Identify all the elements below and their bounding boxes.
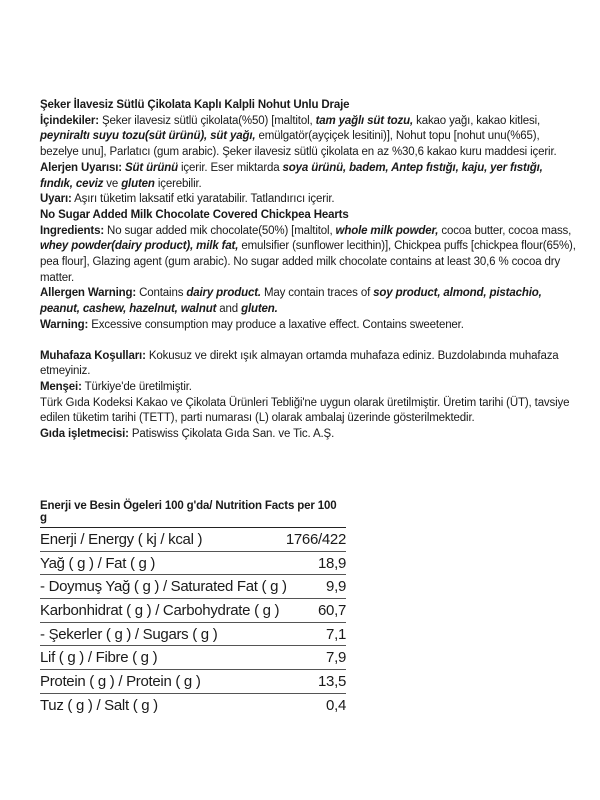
nutrition-label: - Şekerler ( g ) / Sugars ( g ) xyxy=(40,625,218,643)
food-business-operator: Gıda işletmecisi: Patiswiss Çikolata Gıda San. ve Tic. A.Ş. xyxy=(40,428,335,441)
regulation-statement: Türk Gıda Kodeksi Kakao ve Çikolata Ürünleri Tebliği'ne uygun olarak üretilmiştir. Üretim tarihi (ÜT), tavsiye edilen tüketim tarihi (TETT), parti numarası (L) olarak ambalaj üzerinde gösterilmektedir. xyxy=(40,396,570,425)
nutrition-row xyxy=(40,527,346,551)
nutrition-row xyxy=(40,645,346,669)
nutrition-label: - Doymuş Yağ ( g ) / Saturated Fat ( g ) xyxy=(40,578,287,596)
allergen-tr: Alerjen Uyarısı: Süt ürünü içerir. Eser miktarda soya ürünü, badem, Antep fıstığı, kaju, yer fıstığı, fındık, ceviz ve gluten içerebilir. xyxy=(40,161,543,190)
nutrition-value: 7,9 xyxy=(326,649,346,667)
nutrition-row xyxy=(40,669,346,693)
warning-tr: Uyarı: Aşırı tüketim laksatif etki yaratabilir. Tatlandırıcı içerir. xyxy=(40,193,335,206)
label-text-block xyxy=(40,98,576,443)
nutrition-value: 60,7 xyxy=(318,601,346,619)
nutrition-value: 13,5 xyxy=(318,672,346,690)
nutrition-label: Protein ( g ) / Protein ( g ) xyxy=(40,672,201,690)
nutrition-value: 18,9 xyxy=(318,554,346,572)
ingredients-tr: İçindekiler: Şeker ilavesiz sütlü çikolata(%50) [maltitol, tam yağlı süt tozu, kakao yağı, kakao kitlesi, peyniraltı suyu tozu(süt ürünü), süt yağı, emülgatör(ayçiçek lesitini)], Nohut topu [nohut unu(%65), bezelye unu], Parlatıcı (gum arabic). Şeker ilavesiz sütlü çikolata en az %30,6 kakao kuru maddesi içerir. xyxy=(40,114,557,159)
nutrition-label: Tuz ( g ) / Salt ( g ) xyxy=(40,696,158,714)
nutrition-label: Lif ( g ) / Fibre ( g ) xyxy=(40,649,158,667)
nutrition-header: Enerji ve Besin Ögeleri 100 g'da/ Nutrition Facts per 100 g xyxy=(40,500,337,524)
nutrition-value: 0,4 xyxy=(326,696,346,714)
section-spacer xyxy=(40,334,576,349)
nutrition-value: 9,9 xyxy=(326,578,346,596)
nutrition-value: 7,1 xyxy=(326,625,346,643)
nutrition-label: Yağ ( g ) / Fat ( g ) xyxy=(40,554,156,572)
nutrition-row xyxy=(40,598,346,622)
nutrition-value: 1766/422 xyxy=(285,530,346,548)
origin: Menşei: Türkiye'de üretilmiştir. xyxy=(40,380,192,393)
product-name-tr: Şeker İlavesiz Sütlü Çikolata Kaplı Kalpli Nohut Unlu Draje xyxy=(40,99,350,111)
nutrition-table xyxy=(40,500,346,717)
nutrition-row xyxy=(40,622,346,646)
ingredients-en: Ingredients: No sugar added mik chocolate(50%) [maltitol, whole milk powder, cocoa butter, cocoa mass, whey powder(dairy product), milk fat, emulsifier (sunflower lecithin)], Chickpea puffs [chickpea flour(65%), pea flour], Glazing agent (gum arabic). No sugar added milk chocolate contains at least 30,6 % cocoa dry matter. xyxy=(40,224,576,284)
nutrition-rows xyxy=(40,527,346,717)
storage-conditions: Muhafaza Koşulları: Kokusuz ve direkt ışık almayan ortamda muhafaza ediniz. Buzdolabında muhafaza etmeyiniz. xyxy=(40,349,559,378)
nutrition-label: Karbonhidrat ( g ) / Carbohydrate ( g ) xyxy=(40,601,280,619)
nutrition-row xyxy=(40,574,346,598)
product-name-en: No Sugar Added Milk Chocolate Covered Chickpea Hearts xyxy=(40,208,349,221)
warning-en: Warning: Excessive consumption may produce a laxative effect. Contains sweetener. xyxy=(40,318,464,331)
nutrition-label: Enerji / Energy ( kj / kcal ) xyxy=(40,530,203,548)
nutrition-row xyxy=(40,693,346,717)
nutrition-row xyxy=(40,551,346,575)
allergen-en: Allergen Warning: Contains dairy product. May contain traces of soy product, almond, pistachio, peanut, cashew, hazelnut, walnut and gluten. xyxy=(40,287,542,316)
